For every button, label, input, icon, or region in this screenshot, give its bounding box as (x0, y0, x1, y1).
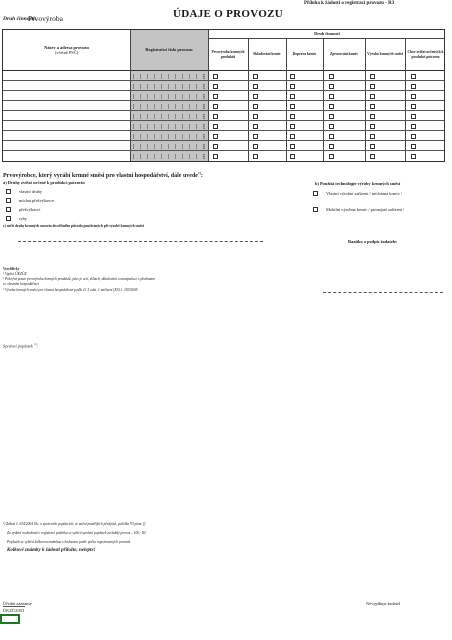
page-title: ÚDAJE O PROVOZU (173, 8, 284, 20)
activity-checkbox[interactable] (290, 144, 295, 149)
cell-selection-marker[interactable] (0, 614, 20, 624)
activity-checkbox[interactable] (370, 134, 375, 139)
col-storage: Skladování krmiv (253, 52, 281, 57)
activity-checkbox[interactable] (253, 84, 258, 89)
activity-checkbox[interactable] (329, 144, 334, 149)
col-processing: Zpracování krmiv (329, 52, 359, 57)
activity-checkbox[interactable] (213, 84, 218, 89)
activity-checkbox[interactable] (213, 74, 218, 79)
activity-checkbox[interactable] (411, 154, 416, 159)
activity-checkbox[interactable] (411, 74, 416, 79)
technology-checkbox-2[interactable] (313, 207, 318, 212)
form-code: ÚKZÚZ/R3 (3, 608, 25, 613)
section-c-line[interactable] (18, 241, 263, 242)
activity-checkbox[interactable] (290, 84, 295, 89)
activity-checkbox[interactable] (329, 114, 334, 119)
official-records-label: Úřední záznamy (3, 601, 32, 606)
activity-checkbox[interactable] (370, 124, 375, 129)
activity-checkbox[interactable] (213, 124, 218, 129)
reg-number-field[interactable] (133, 124, 205, 129)
animal-checkbox-4[interactable] (6, 216, 11, 221)
reg-number-field[interactable] (133, 154, 205, 159)
activity-checkbox[interactable] (411, 104, 416, 109)
activity-checkbox[interactable] (370, 94, 375, 99)
reg-number-field[interactable] (133, 84, 205, 89)
activity-checkbox[interactable] (253, 114, 258, 119)
activity-checkbox[interactable] (290, 114, 295, 119)
activity-checkbox[interactable] (213, 144, 218, 149)
activity-checkbox[interactable] (213, 114, 218, 119)
activity-checkbox[interactable] (370, 104, 375, 109)
activity-value: Prvovýroba (28, 14, 63, 23)
footnote-2: Za vydání rozhodnutí o registraci podniku se vybírá správní poplatek za každý provoz – 100,- Kč (7, 531, 147, 535)
col-name-address-sub: (včetně PSČ) (54, 50, 79, 55)
technology-label-1: Vlastní výrobní zařízení / míchárna krmiv / (326, 191, 403, 196)
activity-checkbox[interactable] (411, 124, 416, 129)
technology-checkbox-1[interactable] (313, 191, 318, 196)
activity-checkbox[interactable] (370, 114, 375, 119)
activity-checkbox[interactable] (411, 144, 416, 149)
footnote-3: Poplatek se vybírá kolkovou známkou s hodnotou podle počtu registrovaných provozů (7, 540, 131, 544)
activity-checkbox[interactable] (253, 154, 258, 159)
bottom-rule (3, 606, 25, 607)
activity-checkbox[interactable] (329, 94, 334, 99)
animal-checkbox-1[interactable] (6, 189, 11, 194)
reg-number-field[interactable] (133, 74, 205, 79)
activity-checkbox[interactable] (329, 124, 334, 129)
not-filled-label: Nevyplňuje žadatel (366, 601, 401, 606)
activity-checkbox[interactable] (290, 104, 295, 109)
activity-checkbox[interactable] (213, 104, 218, 109)
activity-checkbox[interactable] (290, 94, 295, 99)
attachment-note: Příloha k žádosti o registraci provozu - R3 (304, 1, 395, 6)
activity-checkbox[interactable] (329, 134, 334, 139)
animal-checkbox-3[interactable] (6, 207, 11, 212)
col-name-address: Název a adresa provozu (44, 44, 89, 50)
animal-label-4: ryby (19, 216, 28, 221)
reg-number-field[interactable] (133, 134, 205, 139)
activity-checkbox[interactable] (329, 104, 334, 109)
note-line-4: ³ Výroba krmných směsí pro vlastní hospodářství podle čl. 5 odst. 1 nařízení (ES) č. 183/2005 (3, 288, 138, 292)
animal-label-1: vlastní druby (19, 189, 43, 194)
activity-checkbox[interactable] (290, 124, 295, 129)
reg-number-field[interactable] (133, 114, 205, 119)
activity-checkbox[interactable] (290, 154, 295, 159)
activity-checkbox[interactable] (253, 134, 258, 139)
animal-label-3: přežvýkavci (19, 207, 41, 212)
section-a-subheading: a) Druhy zvířat určené k produkci potravin (3, 180, 85, 185)
activity-checkbox[interactable] (370, 84, 375, 89)
technology-label-2: Mobilní výrobna krmiv / pronajaté zařízení / (326, 207, 405, 212)
activity-checkbox[interactable] (329, 84, 334, 89)
footnote-closing: Kolkové známky k žádosti přiložte, nelepte! (7, 548, 96, 553)
section-b-subheading: b) Použitá technologie výroby krmných směsí (315, 181, 401, 186)
signature-line[interactable] (323, 292, 443, 293)
reg-number-field[interactable] (133, 144, 205, 149)
activity-checkbox[interactable] (213, 94, 218, 99)
activity-checkbox[interactable] (370, 74, 375, 79)
section-c-note: c) určit druhy krmných surovin živočišného původu používaných při výrobě krmných směsí (3, 224, 144, 228)
stamp-signature-label: Razítko a podpis žadatele: (348, 239, 398, 244)
section-a-heading: Prvovýrobce, který vyrábí krmné směsi pro vlastní hospodářství, dále uvede$^{1)}$: (3, 171, 203, 179)
activity-checkbox[interactable] (411, 114, 416, 119)
activity-checkbox[interactable] (411, 134, 416, 139)
activity-label: Druh činnosti: (3, 16, 37, 22)
activity-checkbox[interactable] (411, 84, 416, 89)
provoz-table (2, 29, 445, 162)
activity-checkbox[interactable] (329, 74, 334, 79)
activity-checkbox[interactable] (213, 134, 218, 139)
col-transport: Doprava krmiv (292, 52, 317, 57)
activity-checkbox[interactable] (253, 144, 258, 149)
reg-number-field[interactable] (133, 104, 205, 109)
animal-checkbox-2[interactable] (6, 198, 11, 203)
col-mixture-production: Výroba krmných směsí (367, 52, 403, 57)
note-line-3: ve vlastním hospodářství (3, 282, 39, 286)
fee-label: Správní poplatek $^{1)}$: (3, 342, 38, 349)
activity-checkbox[interactable] (370, 144, 375, 149)
activity-checkbox[interactable] (370, 154, 375, 159)
col-reg-number: Registrační číslo provozu (145, 47, 193, 53)
activity-checkbox[interactable] (253, 94, 258, 99)
footnote-1: ¹) Zákon č. 634/2004 Sb., o správních poplatcích, ve znění pozdějších předpisů, položka 93 písm. f) (3, 522, 146, 526)
activity-checkbox[interactable] (290, 74, 295, 79)
notes-heading: Vysvětlivky (3, 267, 20, 271)
note-line-2: ² Pokrývá pouze prvovýrobu krmných produktů, jako je setí, sklizeň, skladování a manipulace s plodinami (3, 277, 156, 281)
activity-checkbox[interactable] (329, 154, 334, 159)
col-primary-production: Prvovýroba krmných produktů (211, 50, 245, 59)
activity-checkbox[interactable] (411, 94, 416, 99)
activity-checkbox[interactable] (253, 104, 258, 109)
activity-checkbox[interactable] (253, 124, 258, 129)
activity-checkbox[interactable] (213, 154, 218, 159)
note-line-1: ¹ Vyplní ÚKZÚZ (3, 272, 27, 276)
animal-label-2: míchat přežvýkavce (19, 198, 55, 203)
col-group-activity: Druh činnosti (314, 31, 340, 37)
reg-number-field[interactable] (133, 94, 205, 99)
activity-checkbox[interactable] (253, 74, 258, 79)
activity-checkbox[interactable] (290, 134, 295, 139)
col-animal-breeding: Chov zvířat určených k produkci potravin (407, 50, 444, 59)
